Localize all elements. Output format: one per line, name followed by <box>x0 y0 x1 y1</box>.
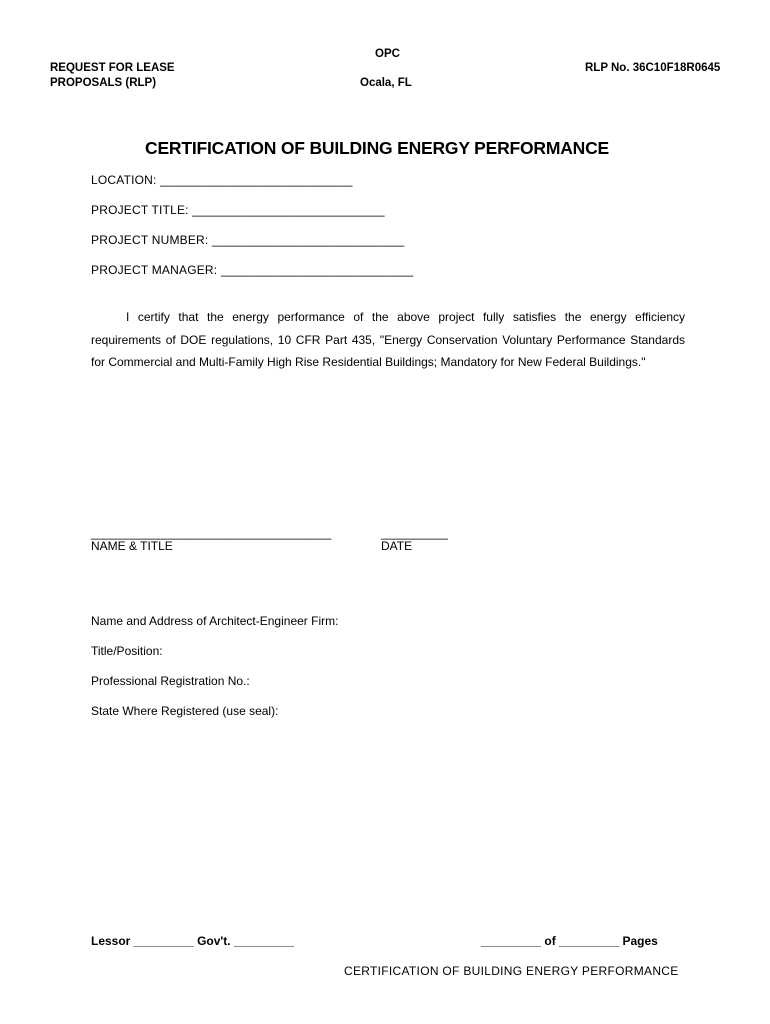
name-signature-line: ____________________________________ <box>91 526 332 540</box>
date-signature-line: __________ <box>381 526 448 540</box>
location-field: LOCATION: ____________________________ <box>91 173 353 187</box>
header-center-line1: OPC <box>375 48 400 60</box>
registration-label: Professional Registration No.: <box>91 674 250 688</box>
state-registered-label: State Where Registered (use seal): <box>91 704 279 718</box>
firm-name-address-label: Name and Address of Architect-Engineer Firm: <box>91 614 339 628</box>
header-rlp-number: RLP No. 36C10F18R0645 <box>585 62 721 74</box>
project-title-field: PROJECT TITLE: ____________________________ <box>91 203 385 217</box>
title-position-label: Title/Position: <box>91 644 163 658</box>
project-manager-field: PROJECT MANAGER: ____________________________ <box>91 263 414 277</box>
certification-paragraph: I certify that the energy performance of the above project fully satisfies the energy efficiency requirements of DOE regulations, 10 CFR Part 435, "Energy Conservation Voluntary Performance Standards for Commercial and Multi-Family High Rise Residential Buildings; Mandatory for New Federal Buildings." <box>91 310 685 369</box>
header-center-line2: Ocala, FL <box>360 77 412 89</box>
date-label: DATE <box>381 539 413 553</box>
footer-initials: Lessor _________ Gov't. _________ <box>91 934 295 948</box>
header-left-line2: PROPOSALS (RLP) <box>50 77 157 89</box>
document-title: CERTIFICATION OF BUILDING ENERGY PERFORMANCE <box>145 138 610 158</box>
header-left-line1: REQUEST FOR LEASE <box>50 62 175 74</box>
footer-form-title: CERTIFICATION OF BUILDING ENERGY PERFORMANCE <box>344 964 679 978</box>
footer-pages: _________ of _________ Pages <box>481 934 658 948</box>
project-number-field: PROJECT NUMBER: ____________________________ <box>91 233 405 247</box>
name-title-label: NAME & TITLE <box>91 539 173 553</box>
